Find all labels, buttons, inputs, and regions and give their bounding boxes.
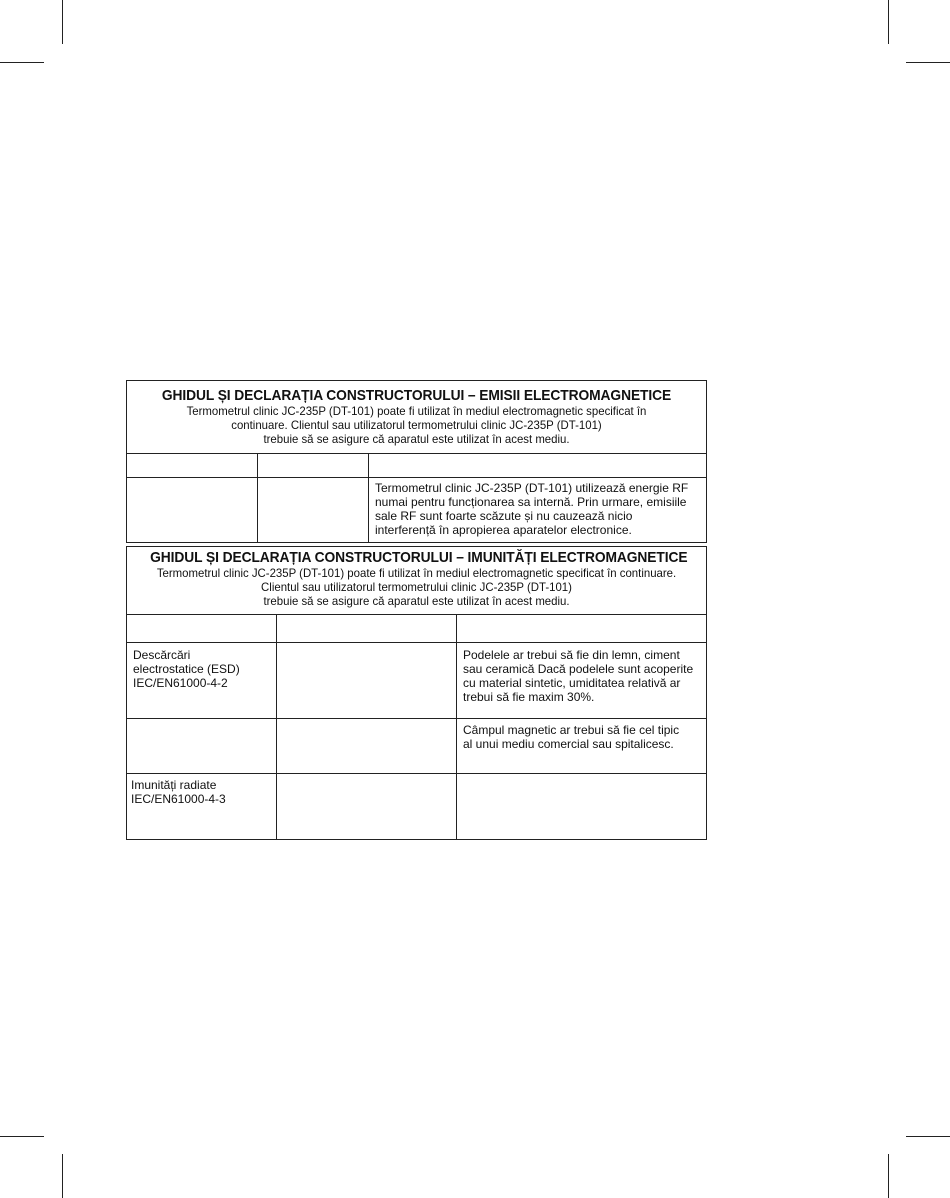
table-cell: [127, 615, 276, 642]
table-cell: [276, 615, 456, 642]
table-cell: Câmpul magnetic ar trebui să fie cel tipic al unui mediu comercial sau spitalicesc.: [456, 719, 706, 773]
crop-mark: [888, 0, 889, 44]
immunity-table: [126, 546, 707, 840]
table-cell: [456, 615, 706, 642]
table-row: [127, 643, 706, 719]
emissions-table-title: GHIDUL ȘI DECLARAȚIA CONSTRUCTORULUI – EMISII ELECTROMAGNETICE: [161, 387, 672, 404]
table-cell: Podelele ar trebui să fie din lemn, ciment sau ceramică Dacă podelele sunt acoperite cu material sintetic, umiditatea relativă ar trebui să fie maxim 30%.: [456, 643, 706, 718]
table-cell: Termometrul clinic JC-235P (DT-101) utilizează energie RF numai pentru funcționarea sa internă. Prin urmare, emisiile sale RF sunt foarte scăzute și nu cauzează nicio interferență în apropierea aparatelor electronice.: [368, 478, 706, 542]
crop-mark: [888, 1154, 889, 1198]
table-cell: [127, 719, 276, 773]
crop-mark: [906, 62, 950, 63]
table-cell: [276, 643, 456, 718]
table-cell: [127, 478, 257, 542]
table-row: [127, 478, 706, 542]
immunity-intro-line: Clientul sau utilizatorul termometrului clinic JC-235P (DT-101): [261, 580, 572, 594]
immunity-intro-line: Termometrul clinic JC-235P (DT-101) poate fi utilizat în mediul electromagnetic specificat în continuare.: [156, 566, 677, 580]
table-cell: [276, 719, 456, 773]
crop-mark: [0, 62, 44, 63]
immunity-intro-line: trebuie să se asigure că aparatul este utilizat în acest mediu.: [263, 594, 570, 608]
table-row: [127, 615, 706, 643]
emissions-intro-line: trebuie să se asigure că aparatul este utilizat în acest mediu.: [263, 432, 570, 446]
table-cell: [257, 478, 368, 542]
table-row: [127, 774, 706, 839]
emissions-intro-line: Termometrul clinic JC-235P (DT-101) poate fi utilizat în mediul electromagnetic specificat în: [186, 404, 647, 418]
immunity-table-title: GHIDUL ȘI DECLARAȚIA CONSTRUCTORULUI – IMUNITĂȚI ELECTROMAGNETICE: [150, 549, 688, 566]
table-cell: [257, 454, 368, 477]
table-cell: [276, 774, 456, 839]
table-row: [127, 719, 706, 774]
crop-mark: [906, 1136, 950, 1137]
table-row: [127, 454, 706, 478]
emissions-table: [126, 380, 707, 543]
table-cell: [127, 454, 257, 477]
table-cell: [456, 774, 706, 839]
immunity-table-header: [127, 547, 706, 615]
emissions-table-header: [127, 381, 706, 454]
crop-mark: [62, 1154, 63, 1198]
table-cell: Descărcări electrostatice (ESD) IEC/EN61000-4-2: [133, 648, 240, 690]
crop-mark: [62, 0, 63, 44]
table-cell: Imunități radiate IEC/EN61000-4-3: [131, 778, 226, 806]
emissions-intro-line: continuare. Clientul sau utilizatorul termometrului clinic JC-235P (DT-101): [231, 418, 602, 432]
table-cell: [368, 454, 706, 477]
crop-mark: [0, 1136, 44, 1137]
